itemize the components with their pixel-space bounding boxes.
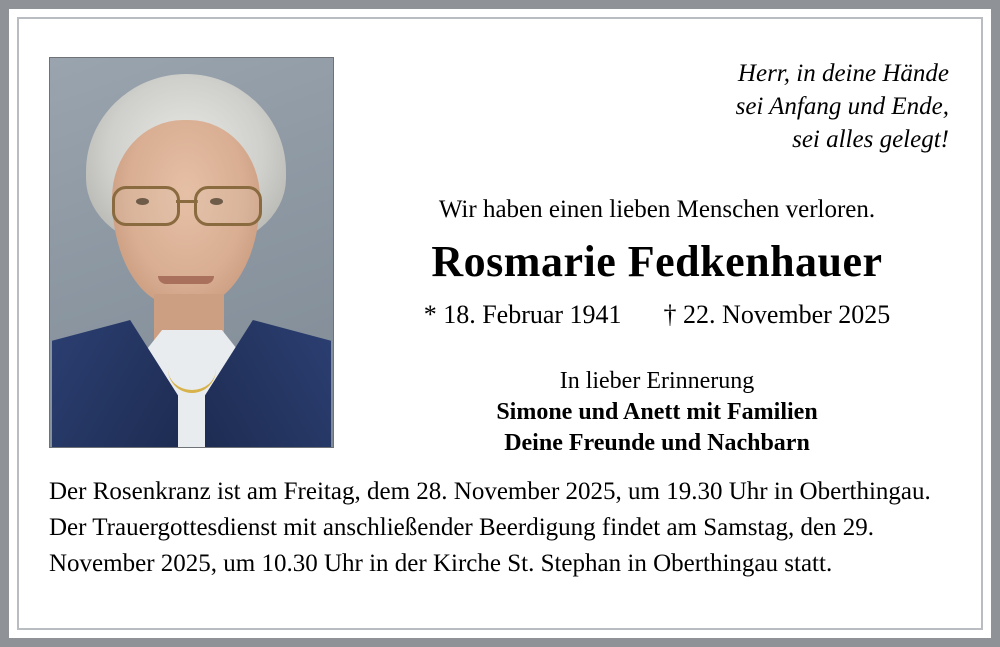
- text-column: [359, 49, 955, 459]
- card-content: [19, 19, 981, 628]
- life-dates: [359, 300, 955, 330]
- verse-line-3: sei alles gelegt!: [792, 126, 949, 153]
- death-date: † 22. November 2025: [663, 300, 891, 329]
- verse-line-2: sei Anfang und Ende,: [735, 93, 949, 120]
- memory-intro: In lieber Erinnerung: [559, 368, 755, 394]
- lead-text: Wir haben einen lieben Menschen verloren.: [438, 196, 876, 223]
- memory-friends: Deine Freunde und Nachbarn: [504, 430, 810, 456]
- glasses-lens-right: [194, 186, 262, 226]
- memory-family: Simone und Anett mit Familien: [496, 399, 818, 425]
- deceased-name: Rosmarie Fedkenhauer: [431, 237, 883, 286]
- verse-line-1: Herr, in deine Hände: [737, 60, 949, 87]
- verse-block: [359, 49, 955, 156]
- service-details: Der Rosenkranz ist am Freitag, dem 28. November 2025, um 19.30 Uhr in Oberthingau. Der Trauergottesdienst mit anschließender Beerdigung findet am Samstag, den 29. November 2025, um 10.30 Uhr in der Kirche St. Stephan in Oberthingau statt.: [49, 478, 931, 577]
- portrait-photo: [49, 57, 334, 448]
- glasses-icon: [112, 186, 262, 222]
- glasses-lens-left: [112, 186, 180, 226]
- portrait-mouth: [158, 276, 214, 284]
- memory-block: [359, 366, 955, 459]
- birth-date: * 18. Februar 1941: [423, 300, 622, 329]
